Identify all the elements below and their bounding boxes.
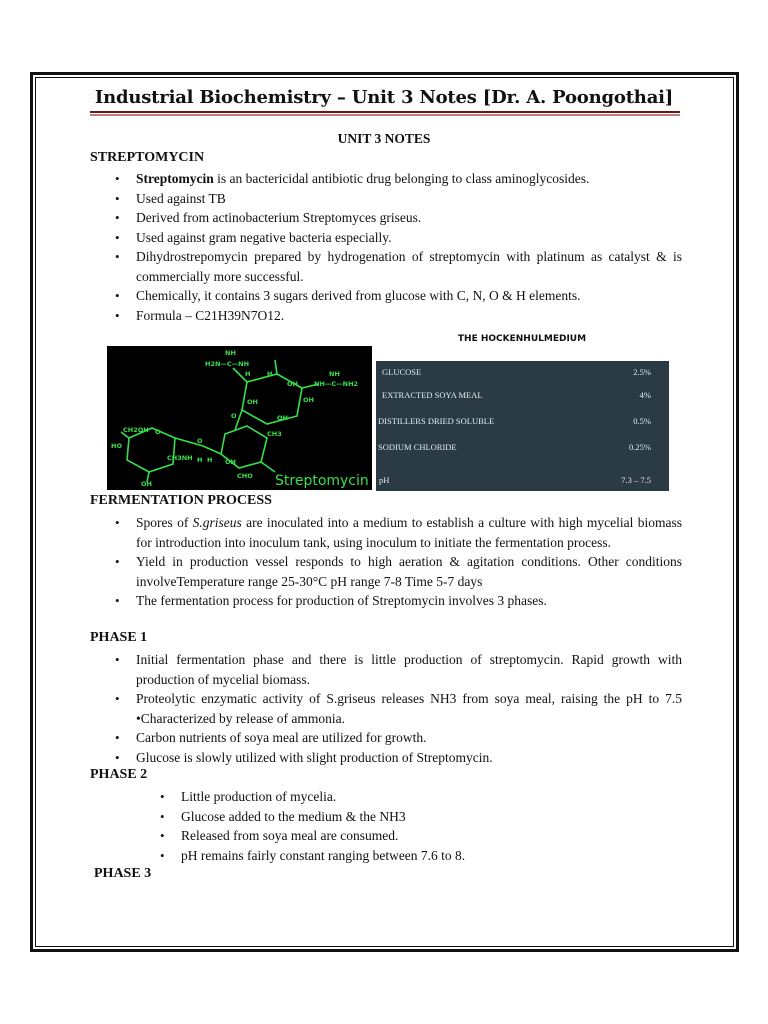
atom-label: NH: [329, 370, 340, 378]
atom-label: O: [155, 428, 161, 436]
bullet-text: Formula – C21H39N7O12.: [136, 307, 285, 323]
table-row: [376, 471, 669, 491]
list-item: [158, 826, 658, 846]
bullet-text: Chemically, it contains 3 sugars derived from glucose with C, N, O & H elements.: [136, 288, 581, 303]
bullet-text: Derived from actinobacterium Streptomyces griseus.: [136, 210, 422, 225]
ring-left: [127, 428, 175, 472]
section-heading-streptomycin: STREPTOMYCIN: [90, 150, 205, 165]
list-item: [90, 513, 682, 552]
bullet-icon: •: [115, 229, 120, 245]
atom-label: CH3: [267, 430, 282, 438]
bullet-text: is an bactericidal antibiotic drug belonging to class aminoglycosides.: [213, 171, 590, 186]
streptomycin-bullet-list: [90, 169, 682, 325]
ingredient-value: 4%: [639, 390, 651, 400]
bullet-icon: •: [115, 749, 120, 765]
document-header-title: Industrial Biochemistry – Unit 3 Notes [Dr. A. Poongothai]: [94, 87, 674, 108]
bullet-text: Used against TB: [136, 190, 226, 206]
table-row: [376, 386, 669, 406]
list-item: [90, 169, 682, 189]
unit-heading: UNIT 3 NOTES: [337, 131, 431, 146]
bullet-icon: •: [160, 808, 165, 824]
bullet-icon: •: [115, 691, 120, 706]
ingredient-name: GLUCOSE: [382, 367, 422, 377]
bullet-icon: •: [115, 554, 120, 569]
bullet-text: pH remains fairly constant ranging between 7.6 to 8.: [181, 847, 466, 863]
bullet-text: Glucose is slowly utilized with slight production of Streptomycin.: [136, 749, 493, 765]
phase1-bullet-list: [90, 650, 682, 767]
ingredient-name: DISTILLERS DRIED SOLUBLE: [378, 416, 495, 426]
list-item: [90, 208, 682, 228]
ingredient-value: 2.5%: [633, 367, 651, 377]
bullet-icon: •: [115, 515, 120, 530]
bullet-icon: •: [115, 730, 120, 745]
list-item: [90, 552, 682, 591]
header-rule-shadow: [90, 114, 680, 116]
bullet-icon: •: [115, 288, 120, 303]
streptomycin-structure-image: [107, 346, 372, 490]
bullet-icon: •: [115, 249, 120, 264]
list-item: [158, 787, 658, 807]
atom-label: OH: [225, 458, 236, 466]
bullet-icon: •: [115, 210, 120, 225]
atom-label: OH: [287, 380, 298, 388]
section-heading-phase2: PHASE 2: [90, 767, 148, 782]
list-item: [90, 689, 682, 728]
atom-label: HO: [111, 442, 122, 450]
bullet-text: Yield in production vessel responds to high aeration & agitation conditions. Other conditions involveTemperature range 25-30°C pH range 7-8 Time 5-7 days: [136, 554, 682, 589]
bullet-icon: •: [115, 652, 120, 667]
list-item: [90, 591, 682, 611]
bullet-text: Spores of: [136, 515, 193, 530]
list-item: [90, 306, 682, 326]
section-heading-phase1: PHASE 1: [90, 630, 148, 645]
atom-label: H: [197, 456, 203, 464]
list-item: [90, 728, 682, 748]
atom-label: O: [197, 437, 203, 445]
atom-label: CHO: [237, 472, 253, 480]
list-item: [90, 748, 682, 768]
ingredient-name: SODIUM CHLORIDE: [378, 442, 457, 452]
section-heading-fermentation: FERMENTATION PROCESS: [90, 493, 272, 508]
molecule-caption: Streptomycin: [275, 473, 369, 489]
phase2-bullet-list: [158, 787, 658, 865]
table-row: [376, 363, 669, 383]
table-row: [376, 438, 669, 458]
atom-label: O: [231, 412, 237, 420]
atom-label: H: [207, 456, 213, 464]
bullet-icon: •: [160, 847, 165, 863]
header-rule: [90, 111, 680, 113]
ingredient-value: 0.5%: [633, 416, 651, 426]
atom-label: OH: [247, 398, 258, 406]
bullet-text: Glucose added to the medium & the NH3: [181, 808, 406, 824]
ingredient-value: 0.25%: [629, 442, 651, 452]
atom-label: CH2OH: [123, 426, 149, 434]
bullet-text: Used against gram negative bacteria especially.: [136, 229, 392, 245]
bullet-icon: •: [160, 789, 165, 804]
medium-table-title: THE HOCKENHULMEDIUM: [457, 334, 587, 344]
bullet-text: Carbon nutrients of soya meal are utilized for growth.: [136, 730, 427, 745]
table-row: [376, 412, 669, 432]
atom-label: H: [245, 370, 251, 378]
bullet-icon: •: [115, 593, 120, 608]
list-item: [158, 807, 658, 827]
organism-name: S.griseus: [192, 515, 242, 530]
bold-term: Streptomycin: [136, 171, 214, 186]
list-item: [90, 650, 682, 689]
atom-label: H2N—C—NH: [205, 360, 250, 368]
bullet-text: Little production of mycelia.: [181, 789, 337, 804]
bullet-text: The fermentation process for production of Streptomycin involves 3 phases.: [136, 593, 547, 608]
bullet-icon: •: [115, 171, 120, 186]
list-item: [90, 228, 682, 248]
atom-label: H: [267, 370, 273, 378]
bullet-text: Dihydrostrepomycin prepared by hydrogenation of streptomycin with platinum as catalyst & is commercially more successful.: [136, 249, 682, 284]
bullet-text: Initial fermentation phase and there is little production of streptomycin. Rapid growth with production of mycelial biomass.: [136, 652, 682, 687]
section-heading-phase3: PHASE 3: [94, 866, 152, 881]
list-item: [90, 189, 682, 209]
atom-label: OH: [303, 396, 314, 404]
ingredient-value: 7.3 – 7.5: [621, 475, 651, 485]
bullet-icon: •: [115, 307, 120, 323]
bullet-text: are inoculated into a medium to establish a culture with high mycelial biomass for introduction into inoculum tank, using inoculum to initiate the fermentation process.: [136, 515, 682, 550]
bullet-text: Proteolytic enzymatic activity of S.griseus releases NH3 from soya meal, raising the pH to 7.5 •Characterized by release of ammonia.: [136, 691, 682, 726]
bullet-icon: •: [115, 190, 120, 206]
list-item: [90, 247, 682, 286]
fermentation-bullet-list: [90, 513, 682, 611]
ingredient-name: EXTRACTED SOYA MEAL: [382, 390, 483, 400]
atom-label: CH3NH: [167, 454, 193, 462]
ingredient-name: pH: [379, 475, 390, 485]
atom-label: NH: [225, 349, 236, 357]
bullet-icon: •: [160, 828, 165, 843]
list-item: [158, 846, 658, 866]
atom-label: OH: [277, 414, 288, 422]
atom-label: NH—C—NH2: [314, 380, 359, 388]
streptomycin-structure-svg: [107, 346, 372, 490]
list-item: [90, 286, 682, 306]
medium-composition-table: [376, 361, 669, 491]
bullet-text: Released from soya meal are consumed.: [181, 828, 399, 843]
atom-label: OH: [141, 480, 152, 488]
